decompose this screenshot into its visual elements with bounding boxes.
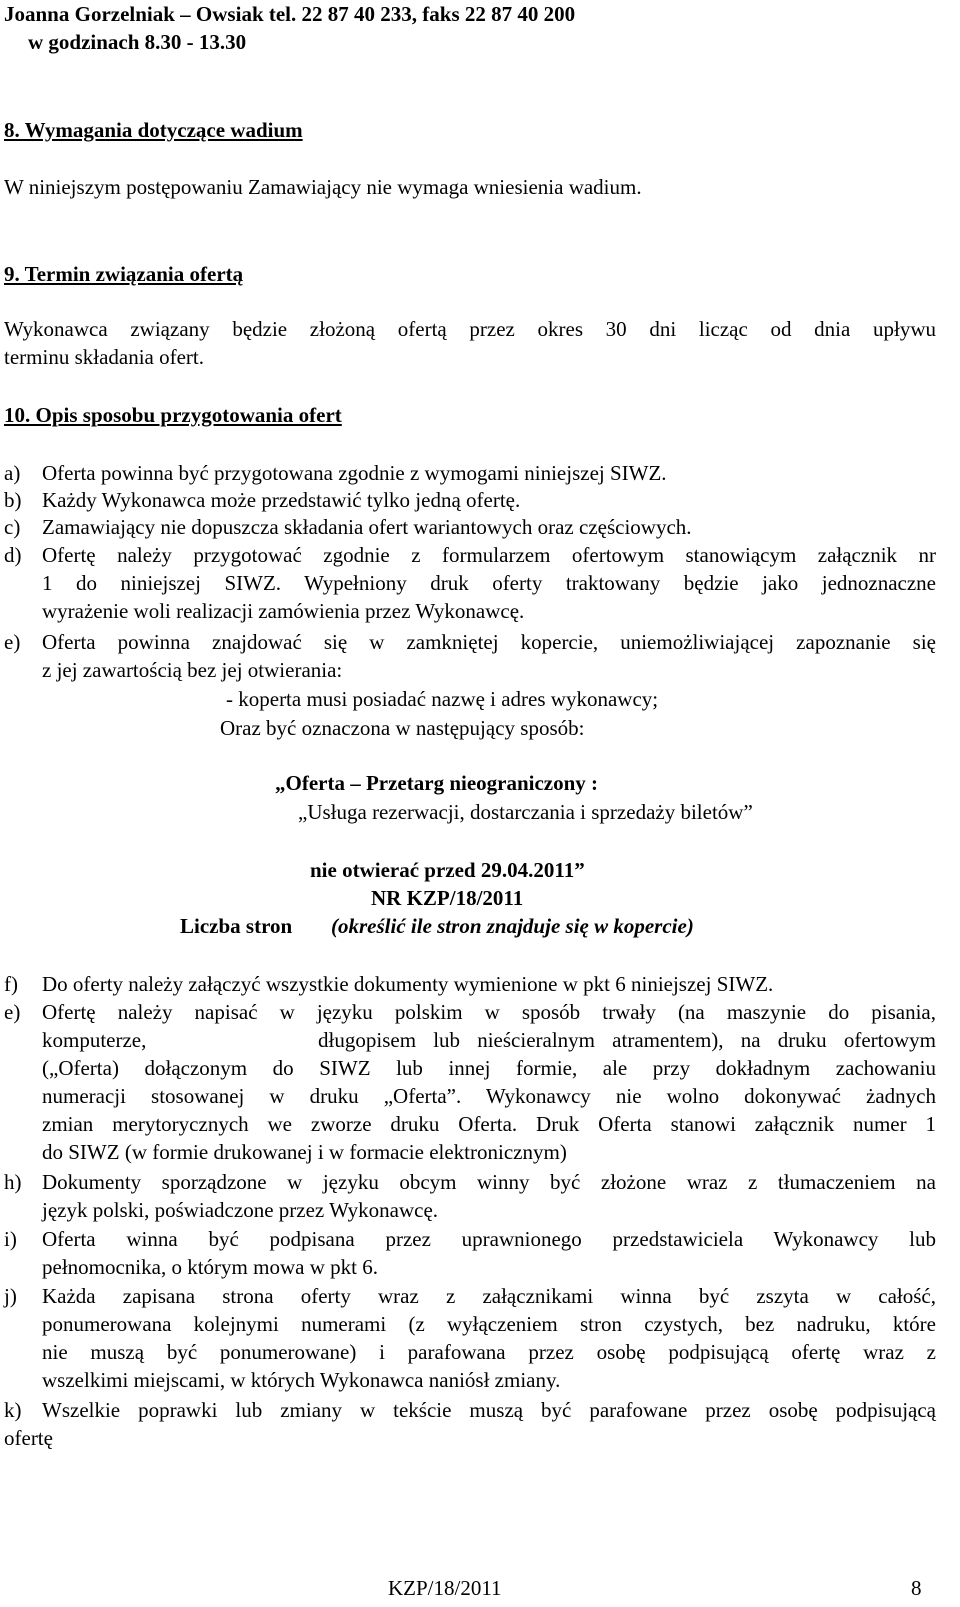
envelope-requirement: - koperta musi posiadać nazwę i adres wykonawcy;: [226, 687, 659, 711]
do-not-open-date: nie otwierać przed 29.04.2011”: [310, 858, 585, 882]
reference-number: NR KZP/18/2011: [371, 886, 524, 910]
item-text: Ofertę należy przygotować zgodnie z formularzem ofertowym stanowiącym załącznik nr: [42, 543, 936, 567]
footer-reference: KZP/18/2011: [388, 1576, 502, 1600]
item-text: 1 do niniejszej SIWZ. Wypełniony druk oferty traktowany będzie jako jednoznaczne: [42, 571, 936, 595]
item-text: Dokumenty sporządzone w języku obcym winny być złożone wraz z tłumaczeniem na: [42, 1170, 936, 1194]
item-text: Wszelkie poprawki lub zmiany w tekście muszą być parafowane przez osobę podpisującą: [42, 1398, 936, 1422]
item-text: komputerze, długopisem lub nieścieralnym atramentem), na druku ofertowym: [42, 1028, 936, 1052]
item-text: Zamawiający nie dopuszcza składania ofert wariantowych oraz częściowych.: [42, 515, 692, 539]
item-text: język polski, poświadczone przez Wykonawcę.: [42, 1198, 439, 1222]
item-label: i): [4, 1227, 17, 1251]
item-label: c): [4, 515, 21, 539]
page-count-label: Liczba stron: [180, 914, 293, 938]
item-text: Oferta powinna znajdować się w zamkniętej kopercie, uniemożliwiającej zapoznanie się: [42, 630, 936, 654]
item-text: wyrażenie woli realizacji zamówienia przez Wykonawcę.: [42, 599, 525, 623]
section-10-heading: 10. Opis sposobu przygotowania ofert: [4, 403, 342, 427]
item-text: Do oferty należy załączyć wszystkie dokumenty wymienione w pkt 6 niniejszej SIWZ.: [42, 972, 774, 996]
item-label: a): [4, 461, 21, 485]
item-text: Ofertę należy napisać w języku polskim w sposób trwały (na maszynie do pisania,: [42, 1000, 936, 1024]
section-9-text: Wykonawca związany będzie złożoną ofertą przez okres 30 dni licząc od dnia upływu: [4, 317, 936, 341]
item-label: f): [4, 972, 18, 996]
item-text: Oferta powinna być przygotowana zgodnie z wymogami niniejszej SIWZ.: [42, 461, 667, 485]
item-text: Każda zapisana strona oferty wraz z załącznikami winna być zszyta w całość,: [42, 1284, 936, 1308]
item-text: z jej zawartością bez jej otwierania:: [42, 658, 343, 682]
item-label: k): [4, 1398, 22, 1422]
item-text: pełnomocnika, o którym mowa w pkt 6.: [42, 1255, 378, 1279]
item-text: numeracji stosowanej w druku „Oferta”. Wykonawcy nie wolno dokonywać żadnych: [42, 1084, 936, 1108]
office-hours: w godzinach 8.30 - 13.30: [28, 30, 247, 54]
envelope-marking-intro: Oraz być oznaczona w następujący sposób:: [220, 716, 585, 740]
item-text: Oferta winna być podpisana przez uprawnionego przedstawiciela Wykonawcy lub: [42, 1227, 936, 1251]
section-9-text: terminu składania ofert.: [4, 345, 205, 369]
item-text: wszelkimi miejscami, w których Wykonawca naniósł zmiany.: [42, 1368, 561, 1392]
item-text: nie muszą być ponumerowane) i parafowana przez osobę podpisującą ofertę wraz z: [42, 1340, 936, 1364]
item-label: e): [4, 630, 21, 654]
item-text: do SIWZ (w formie drukowanej i w formacie elektronicznym): [42, 1140, 567, 1164]
item-label: d): [4, 543, 22, 567]
item-text: zmian merytorycznych we zworze druku Oferta. Druk Oferta stanowi załącznik numer 1: [42, 1112, 936, 1136]
item-label: e): [4, 1000, 21, 1024]
item-text: ponumerowana kolejnymi numerami (z wyłączeniem stron czystych, bez nadruku, które: [42, 1312, 936, 1336]
section-8-heading: 8. Wymagania dotyczące wadium: [4, 118, 303, 142]
page-count-note: (określić ile stron znajduje się w kopercie): [331, 914, 694, 938]
contact-line: Joanna Gorzelniak – Owsiak tel. 22 87 40 233, faks 22 87 40 200: [4, 2, 576, 26]
page-number: 8: [911, 1576, 922, 1600]
envelope-title: „Oferta – Przetarg nieograniczony :: [275, 771, 599, 795]
item-text: („Oferta) dołączonym do SIWZ lub innej formie, ale przy dokładnym zachowaniu: [42, 1056, 936, 1080]
item-label: b): [4, 488, 22, 512]
item-text: ofertę: [4, 1426, 53, 1450]
item-text: Każdy Wykonawca może przedstawić tylko jedną ofertę.: [42, 488, 521, 512]
section-9-heading: 9. Termin związania ofertą: [4, 262, 244, 286]
section-8-text: W niniejszym postępowaniu Zamawiający nie wymaga wniesienia wadium.: [4, 175, 642, 199]
envelope-service: „Usługa rezerwacji, dostarczania i sprzedaży biletów”: [298, 800, 753, 824]
item-label: j): [4, 1284, 17, 1308]
item-label: h): [4, 1170, 22, 1194]
